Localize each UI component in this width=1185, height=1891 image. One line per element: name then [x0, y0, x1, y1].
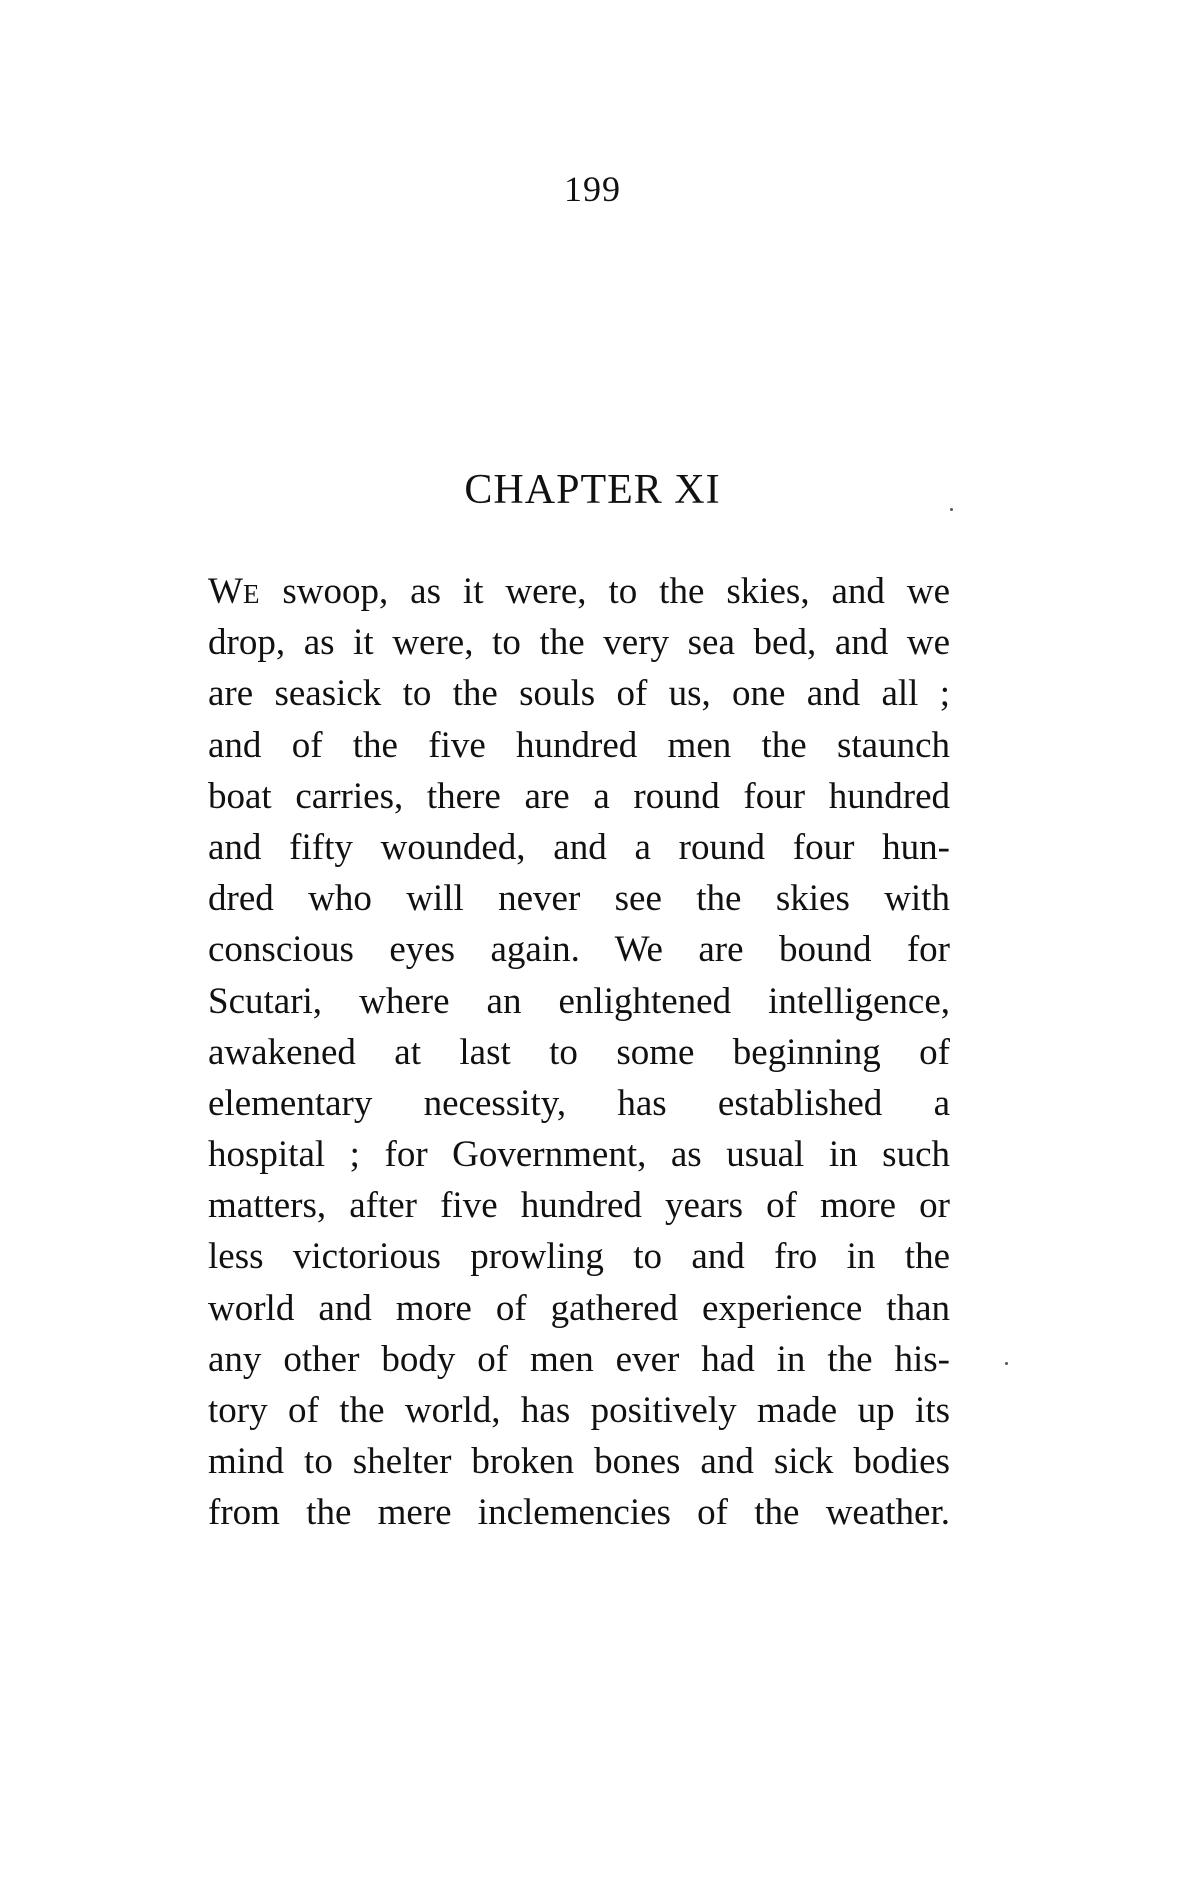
- body-paragraph: [208, 566, 950, 1539]
- text-line: boat carries, there are a round four hundred: [208, 775, 950, 817]
- text-line: conscious eyes again. We are bound for: [208, 929, 950, 971]
- text-line: are seasick to the souls of us, one and all ;: [208, 673, 950, 715]
- page-number: 199: [564, 169, 621, 209]
- text-line: hospital ; for Government, as usual in such: [208, 1134, 950, 1176]
- text-line: and fifty wounded, and a round four hun-: [208, 826, 950, 868]
- text-line-content: swoop, as it were, to the skies, and we: [260, 571, 950, 612]
- opening-small-caps: E: [242, 579, 261, 609]
- ink-speck: [1005, 1362, 1008, 1365]
- text-line: from the mere inclemencies of the weather.: [208, 1492, 950, 1534]
- text-line: drop, as it were, to the very sea bed, and we: [208, 622, 950, 664]
- text-line: and of the five hundred men the staunch: [208, 724, 950, 766]
- text-line: any other body of men ever had in the his-: [208, 1338, 950, 1380]
- text-line: [208, 566, 950, 617]
- ink-speck: [950, 508, 953, 511]
- text-line: tory of the world, has positively made up its: [208, 1390, 950, 1431]
- opening-letter: W: [208, 571, 243, 612]
- text-line: elementary necessity, has established a: [208, 1082, 950, 1124]
- text-line: awakened at last to some beginning of: [208, 1031, 950, 1073]
- text-line: dred who will never see the skies with: [208, 878, 950, 920]
- text-line: mind to shelter broken bones and sick bodies: [208, 1441, 950, 1483]
- text-line: Scutari, where an enlightened intelligence,: [208, 980, 950, 1022]
- text-line: world and more of gathered experience than: [208, 1287, 950, 1329]
- chapter-title: CHAPTER XI: [464, 467, 721, 513]
- text-line: matters, after five hundred years of more or: [208, 1185, 950, 1227]
- text-line: less victorious prowling to and fro in the: [208, 1236, 950, 1278]
